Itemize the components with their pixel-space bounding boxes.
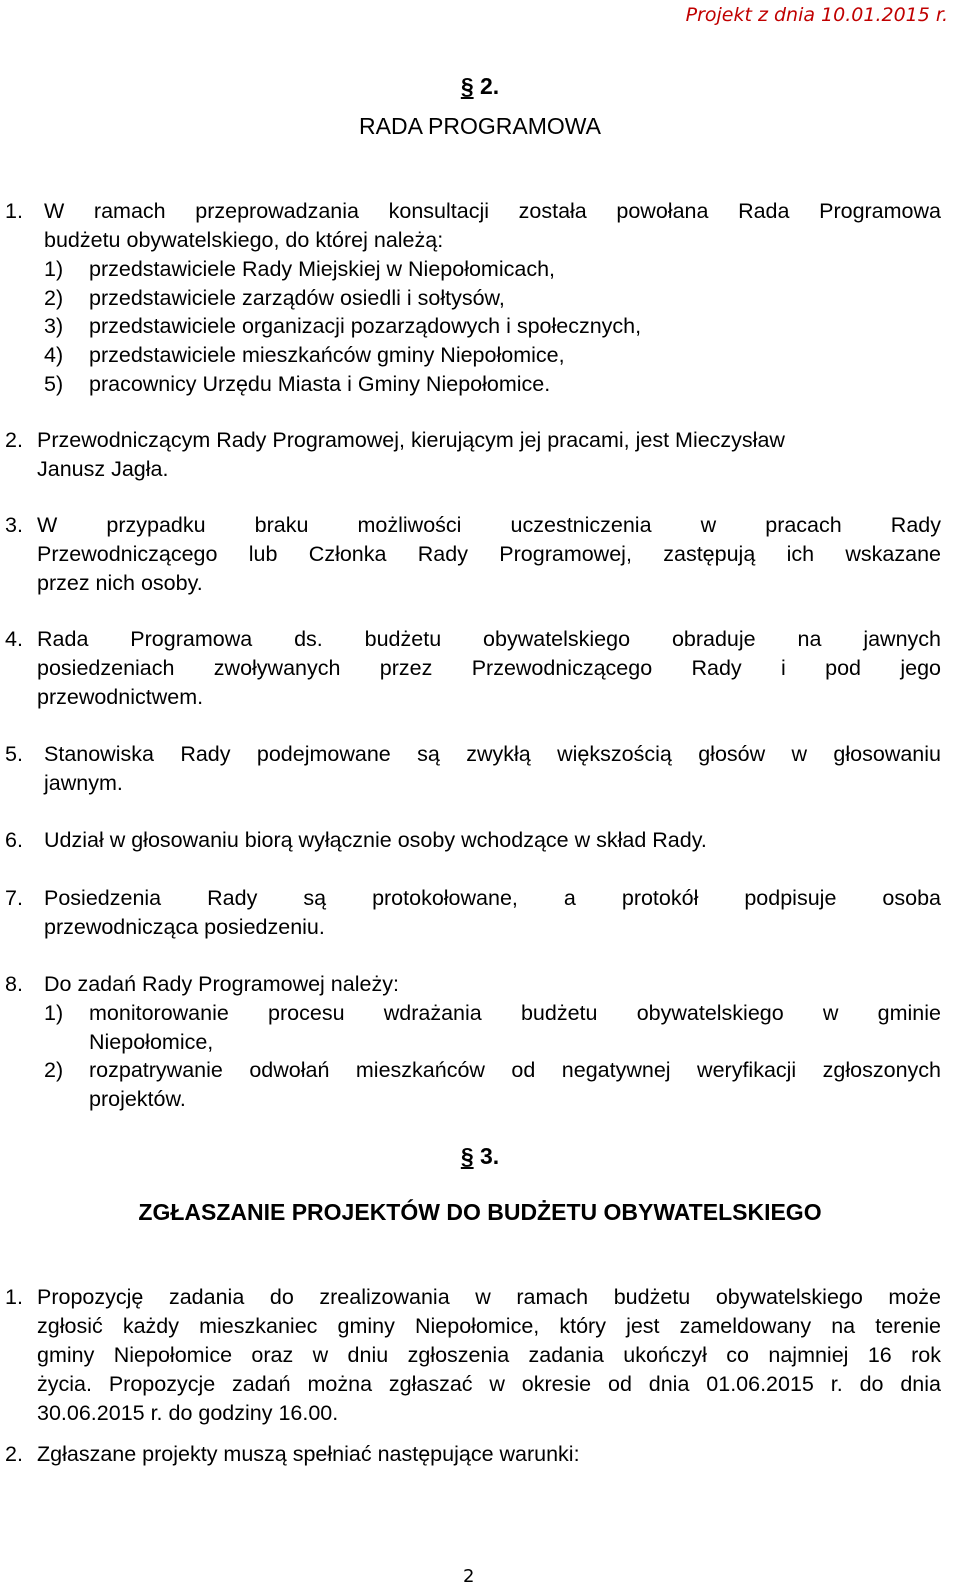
list-item-text: przedstawiciele organizacji pozarządowych i społecznych,	[89, 314, 642, 338]
list-item-number: 1)	[44, 1001, 64, 1025]
list-item-number: 3)	[44, 314, 64, 338]
list-item-text: przedstawiciele mieszkańców gminy Niepołomice,	[89, 343, 565, 367]
list-item-text: rozpatrywanie odwołań mieszkańców od negatywnej weryfikacji zgłoszonych	[89, 1058, 941, 1082]
paragraph-line: Propozycję zadania do zrealizowania w ramach budżetu obywatelskiego może	[37, 1285, 941, 1309]
draft-date-note: Projekt z dnia 10.01.2015 r.	[685, 4, 948, 26]
list-item-number: 1)	[44, 257, 64, 281]
paragraph-number: 2.	[5, 1442, 23, 1466]
paragraph-line: Do zadań Rady Programowej należy:	[44, 972, 399, 996]
paragraph-line: przewodnictwem.	[37, 685, 204, 709]
list-item-number: 5)	[44, 372, 64, 396]
section-sign: §	[460, 73, 474, 99]
paragraph-line: przewodnicząca posiedzeniu.	[44, 915, 325, 939]
paragraph-line: Janusz Jagła.	[37, 457, 169, 481]
page-number: 2	[463, 1566, 475, 1587]
list-item-text: przedstawiciele Rady Miejskiej w Niepołomicach,	[89, 257, 556, 281]
section-number: 3.	[480, 1143, 500, 1169]
paragraph-line: gminy Niepołomice oraz w dniu zgłoszenia zadania ukończył co najmniej 16 rok	[37, 1343, 941, 1367]
paragraph-number: 8.	[5, 972, 23, 996]
paragraph-line: Posiedzenia Rady są protokołowane, a protokół podpisuje osoba	[44, 886, 941, 910]
paragraph-number: 3.	[5, 513, 23, 537]
list-item-number: 2)	[44, 1058, 64, 1082]
paragraph-line: Stanowiska Rady podejmowane są zwykłą większością głosów w głosowaniu	[44, 742, 941, 766]
list-item-text: przedstawiciele zarządów osiedli i sołtysów,	[89, 286, 505, 310]
list-item-number: 4)	[44, 343, 64, 367]
paragraph-number: 1.	[5, 199, 23, 223]
paragraph-number: 2.	[5, 428, 23, 452]
paragraph-line: W ramach przeprowadzania konsultacji została powołana Rada Programowa	[44, 199, 941, 223]
section-3-number	[0, 1143, 960, 1170]
paragraph-line: budżetu obywatelskiego, do której należą:	[44, 228, 444, 252]
section-2-title: RADA PROGRAMOWA	[359, 113, 601, 139]
paragraph-number: 1.	[5, 1285, 23, 1309]
paragraph-line: Przewodniczącego lub Członka Rady Programowej, zastępują ich wskazane	[37, 542, 941, 566]
paragraph-line: W przypadku braku możliwości uczestniczenia w pracach Rady	[37, 513, 941, 537]
paragraph-line: jawnym.	[44, 771, 123, 795]
list-item-text: Niepołomice,	[89, 1030, 214, 1054]
paragraph-line: Udział w głosowaniu biorą wyłącznie osoby wchodzące w skład Rady.	[44, 828, 707, 852]
section-sign: §	[460, 1143, 474, 1169]
paragraph-line: posiedzeniach zwoływanych przez Przewodniczącego Rady i pod jego	[37, 656, 941, 680]
paragraph-number: 5.	[5, 742, 23, 766]
list-item-text: pracownicy Urzędu Miasta i Gminy Niepołomice.	[89, 372, 551, 396]
list-item-number: 2)	[44, 286, 64, 310]
paragraph-line: Przewodniczącym Rady Programowej, kierującym jej pracami, jest Mieczysław	[37, 428, 785, 452]
paragraph-number: 7.	[5, 886, 23, 910]
paragraph-line: Zgłaszane projekty muszą spełniać następujące warunki:	[37, 1442, 580, 1466]
paragraph-line: przez nich osoby.	[37, 571, 203, 595]
section-3-title: ZGŁASZANIE PROJEKTÓW DO BUDŻETU OBYWATELSKIEGO	[138, 1199, 822, 1225]
paragraph-line: Rada Programowa ds. budżetu obywatelskiego obraduje na jawnych	[37, 627, 941, 651]
paragraph-number: 4.	[5, 627, 23, 651]
section-number: 2.	[480, 73, 500, 99]
paragraph-number: 6.	[5, 828, 23, 852]
section-2-number	[0, 73, 960, 100]
paragraph-line: życia. Propozycje zadań można zgłaszać w okresie od dnia 01.06.2015 r. do dnia	[37, 1372, 941, 1396]
paragraph-line: 30.06.2015 r. do godziny 16.00.	[37, 1401, 339, 1425]
paragraph-line: zgłosić każdy mieszkaniec gminy Niepołomice, który jest zameldowany na terenie	[37, 1314, 941, 1338]
list-item-text: projektów.	[89, 1087, 186, 1111]
list-item-text: monitorowanie procesu wdrażania budżetu obywatelskiego w gminie	[89, 1001, 941, 1025]
